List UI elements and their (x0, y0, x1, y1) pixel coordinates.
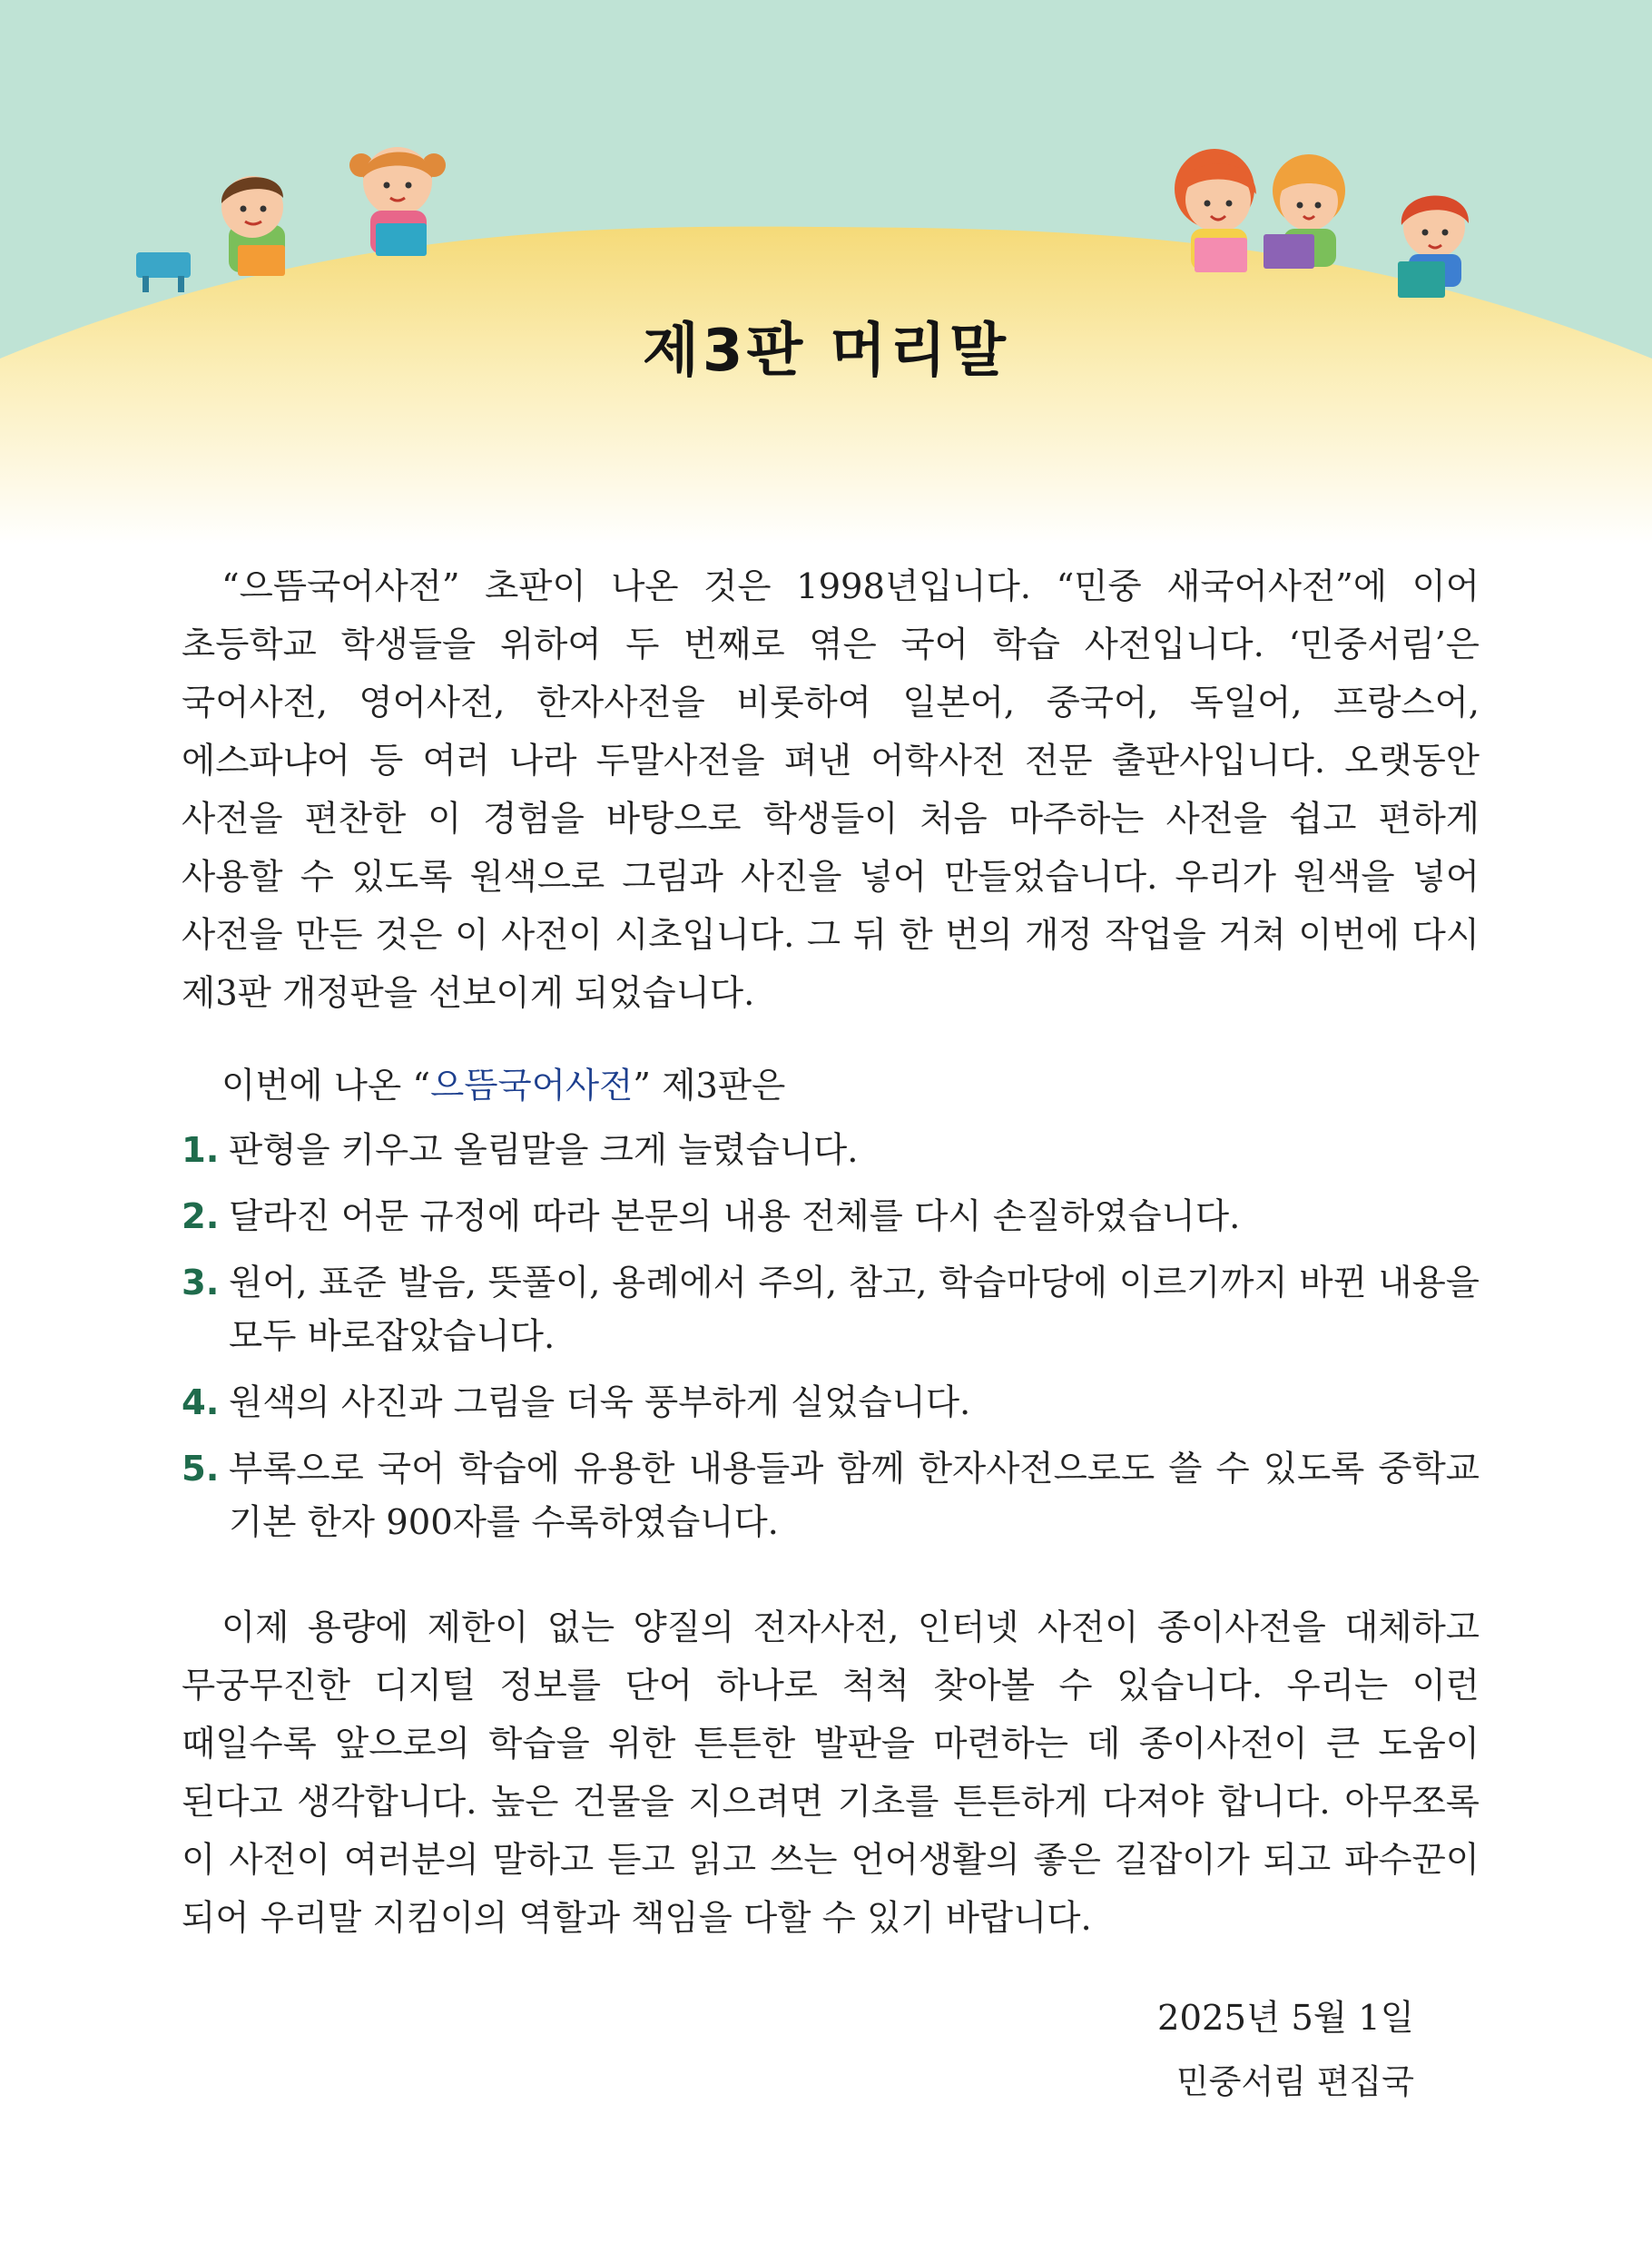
features-intro-before: 이번에 나온 “ (221, 1066, 431, 1106)
list-item (182, 1256, 1480, 1363)
preface-paragraph-1: “으뜸국어사전” 초판이 나온 것은 1998년입니다. “민중 새국어사전”에 이어 초등학교 학생들을 위하여 두 번째로 엮은 국어 학습 사전입니다. ‘민중서림’은 국어사전, 영어사전, 한자사전을 비롯하여 일본어, 중국어, 독일어, 프랑스어, 에스파냐어 등 여러 나라 두말사전을 펴낸 어학사전 전문 출판사입니다. 오랫동안 사전을 편찬한 이 경험을 바탕으로 학생들이 처음 마주하는 사전을 쉽고 편하게 사용할 수 있도록 원색으로 그림과 사진을 넣어 만들었습니다. 우리가 원색을 넣어 사전을 만든 것은 이 사전이 시초입니다. 그 뒤 한 번의 개정 작업을 거쳐 이번에 다시 제3판 개정판을 선보이게 되었습니다. (182, 566, 1480, 1014)
list-item-number: 2. (182, 1196, 220, 1237)
header-illustration (0, 0, 1652, 545)
dictionary-name: 으뜸국어사전 (430, 1066, 634, 1106)
feature-list (182, 1124, 1480, 1562)
list-item-number: 5. (182, 1449, 220, 1489)
features-intro-after: ” 제3판은 (633, 1066, 786, 1106)
preface-paragraph-3: 이제 용량에 제한이 없는 양질의 전자사전, 인터넷 사전이 종이사전을 대체하고 무궁무진한 디지털 정보를 단어 하나로 척척 찾아볼 수 있습니다. 우리는 이런 때일수록 앞으로의 학습을 위한 튼튼한 발판을 마련하는 데 종이사전이 큰 도움이 된다고 생각합니다. 높은 건물을 지으려면 기초를 튼튼하게 다져야 합니다. 아무쪼록 이 사전이 여러분의 말하고 듣고 읽고 쓰는 언어생활의 좋은 길잡이가 되고 파수꾼이 되어 우리말 지킴이의 역할과 책임을 다할 수 있기 바랍니다. (182, 1607, 1480, 1939)
list-item-number: 4. (182, 1382, 220, 1423)
child-reading-boy-icon (221, 176, 285, 276)
list-item-text: 부록으로 국어 학습에 유용한 내용들과 함께 한자사전으로도 쓸 수 있도록 중학교 기본 한자 900자를 수록하였습니다. (229, 1449, 1480, 1543)
list-item (182, 1190, 1480, 1244)
features-intro (221, 1057, 785, 1116)
signature-editor: 민중서림 편집국 (1176, 2062, 1414, 2101)
list-item-text: 원어, 표준 발음, 뜻풀이, 용례에서 주의, 참고, 학습마당에 이르기까지 바뀐 내용을 모두 바로잡았습니다. (229, 1263, 1480, 1357)
list-item (182, 1376, 1480, 1430)
list-item (182, 1124, 1480, 1177)
list-item-text: 원색의 사진과 그림을 더욱 풍부하게 실었습니다. (229, 1382, 971, 1423)
list-item-number: 1. (182, 1130, 220, 1171)
page-title: 제3판 머리말 (643, 318, 1009, 385)
signature-date: 2025년 5월 1일 (1156, 1998, 1414, 2039)
list-item-number: 3. (182, 1263, 220, 1303)
list-item-text: 달라진 어문 규정에 따라 본문의 내용 전체를 다시 손질하였습니다. (229, 1196, 1241, 1237)
list-item (182, 1442, 1480, 1549)
list-item-text: 판형을 키우고 올림말을 크게 늘렸습니다. (229, 1130, 859, 1171)
